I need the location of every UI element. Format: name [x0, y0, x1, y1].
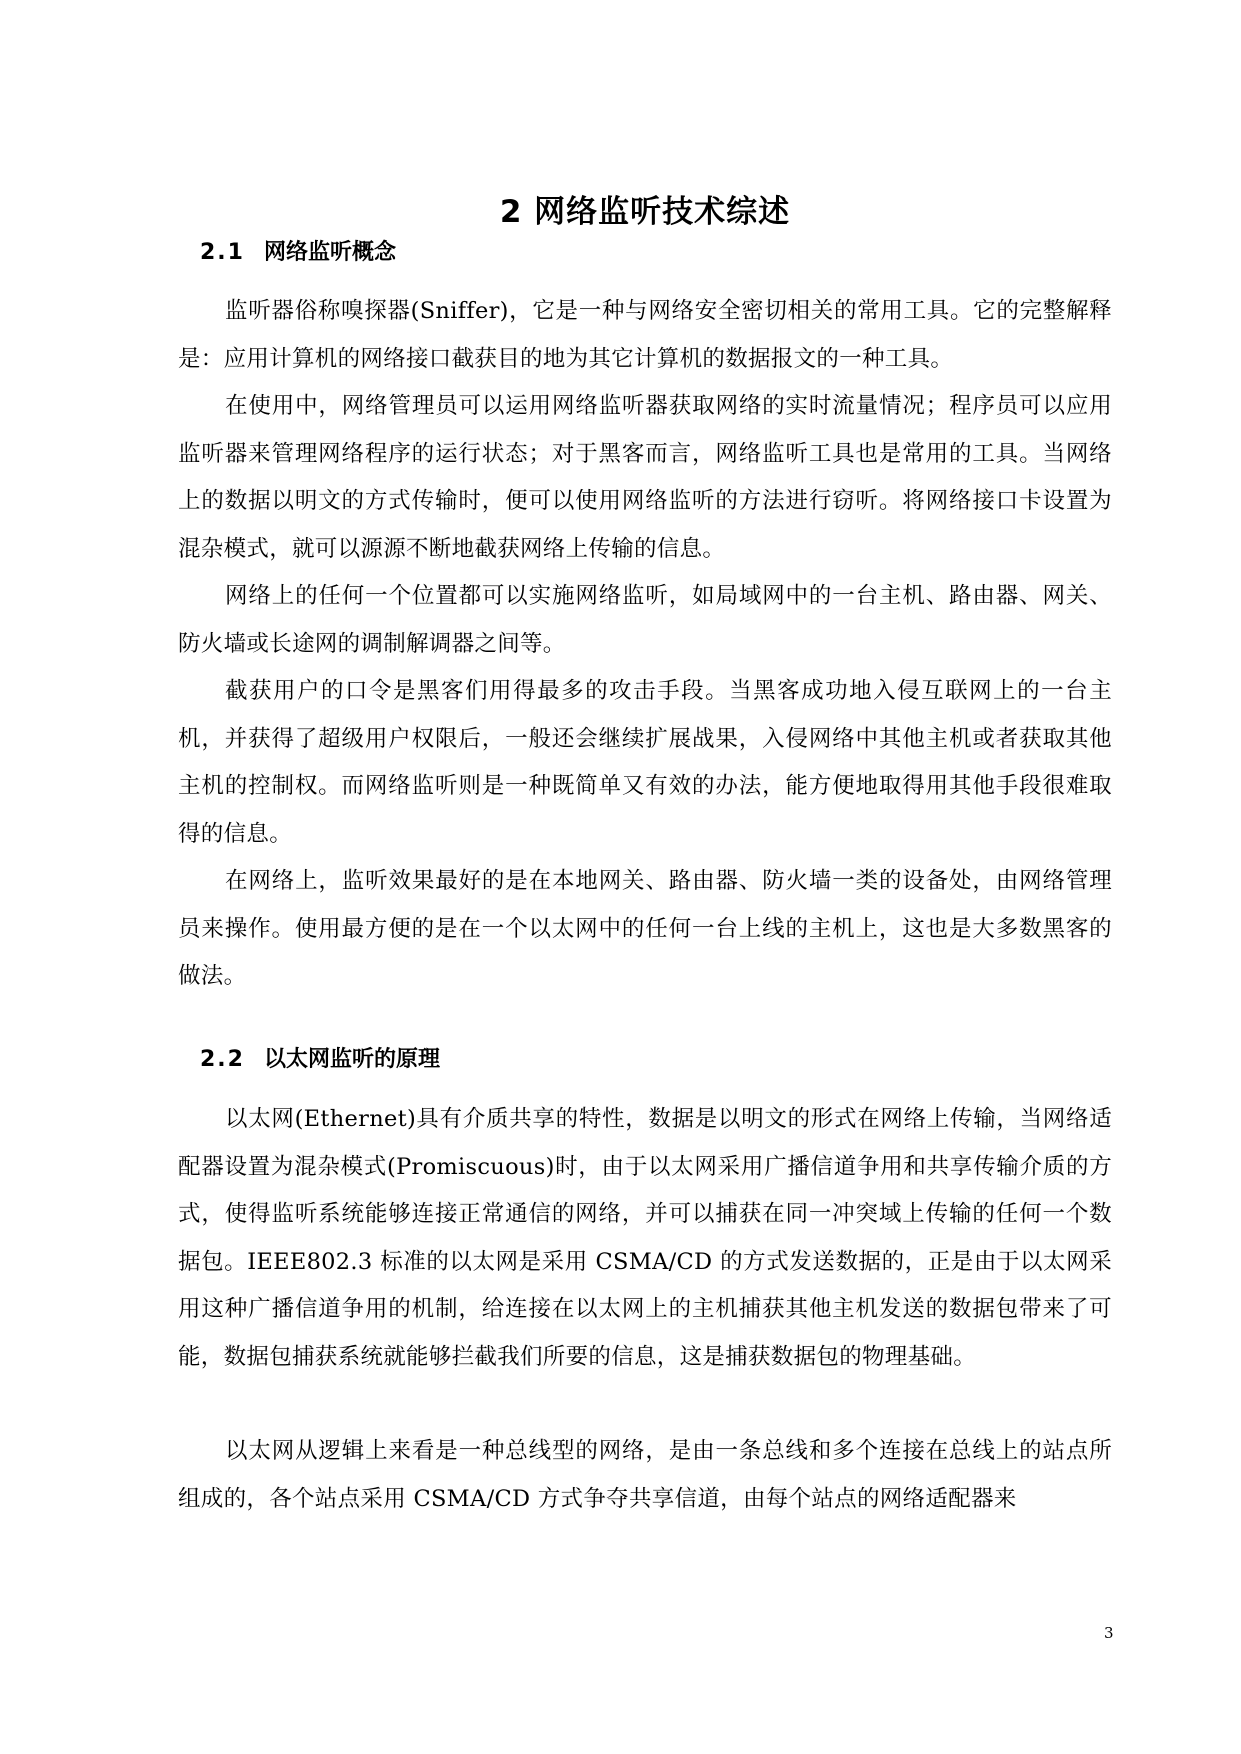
paragraph: 在使用中，网络管理员可以运用网络监听器获取网络的实时流量情况；程序员可以应用监听器来管理网络程序的运行状态；对于黑客而言，网络监听工具也是常用的工具。当网络上的数据以明文的方式传输时，便可以使用网络监听的方法进行窃听。将网络接口卡设置为混杂模式，就可以源源不断地截获网络上传输的信息。	[178, 393, 1112, 562]
section-title: 以太网监听的原理	[264, 1047, 441, 1072]
chapter-title: 2 网络监听技术综述	[499, 194, 791, 230]
paragraph: 网络上的任何一个位置都可以实施网络监听，如局域网中的一台主机、路由器、网关、防火墙或长途网的调制解调器之间等。	[178, 583, 1112, 657]
section-title: 网络监听概念	[264, 240, 397, 265]
paragraph: 以太网从逻辑上来看是一种总线型的网络，是由一条总线和多个连接在总线上的站点所组成的，各个站点采用 CSMA/CD 方式争夺共享信道，由每个站点的网络适配器来	[178, 1438, 1112, 1512]
paragraph: 在网络上，监听效果最好的是在本地网关、路由器、防火墙一类的设备处，由网络管理员来操作。使用最方便的是在一个以太网中的任何一台上线的主机上，这也是大多数黑客的做法。	[178, 868, 1112, 989]
section-number: 2.2	[200, 1047, 245, 1072]
page-number: 3	[1104, 1624, 1114, 1642]
paragraph: 截获用户的口令是黑客们用得最多的攻击手段。当黑客成功地入侵互联网上的一台主机，并获得了超级用户权限后，一般还会继续扩展战果，入侵网络中其他主机或者获取其他主机的控制权。而网络监听则是一种既简单又有效的办法，能方便地取得用其他手段很难取得的信息。	[178, 678, 1112, 847]
section-heading-2-1	[200, 238, 396, 268]
section-heading-2-2	[200, 1045, 440, 1075]
paragraph: 监听器俗称嗅探器(Sniffer)，它是一种与网络安全密切相关的常用工具。它的完整解释是：应用计算机的网络接口截获目的地为其它计算机的数据报文的一种工具。	[178, 298, 1112, 372]
section-number: 2.1	[200, 240, 245, 265]
paragraph: 以太网(Ethernet)具有介质共享的特性，数据是以明文的形式在网络上传输，当网络适配器设置为混杂模式(Promiscuous)时，由于以太网采用广播信道争用和共享传输介质的方式，使得监听系统能够连接正常通信的网络，并可以捕获在同一冲突域上传输的任何一个数据包。IEEE802.3 标准的以太网是采用 CSMA/CD 的方式发送数据的，正是由于以太网采用这种广播信道争用的机制，给连接在以太网上的主机捕获其他主机发送的数据包带来了可能，数据包捕获系统就能够拦截我们所要的信息，这是捕获数据包的物理基础。	[178, 1106, 1112, 1370]
